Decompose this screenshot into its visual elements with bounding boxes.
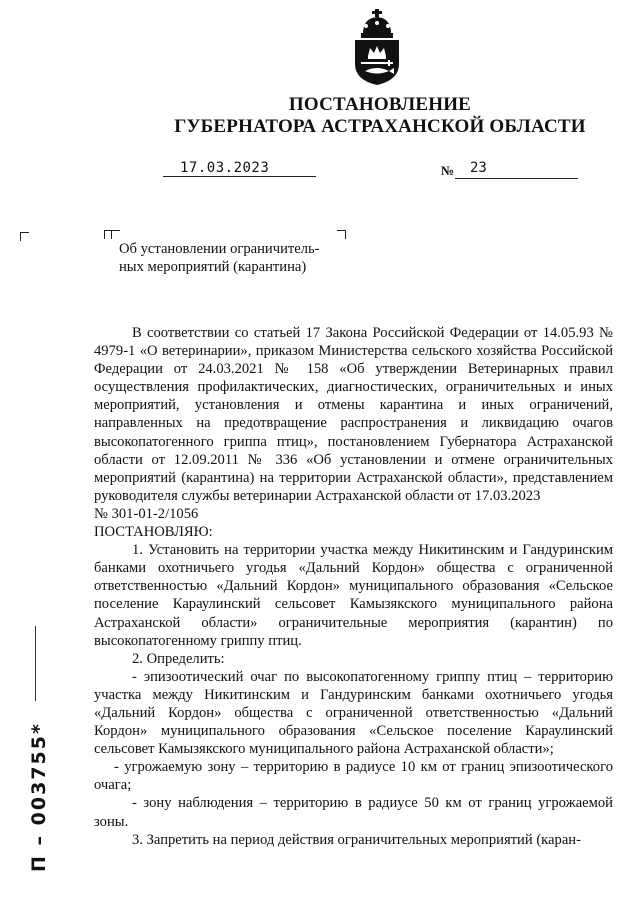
title-line-2: ГУБЕРНАТОРА АСТРАХАНСКОЙ ОБЛАСТИ [174,116,586,137]
number-label: № [441,163,455,178]
document-body [94,324,613,849]
preamble-end: № 301-01-2/1056 [94,505,199,522]
document-title [0,94,640,138]
title-line-1: ПОСТАНОВЛЕНИЕ [288,94,472,115]
coat-of-arms-icon [349,8,405,86]
document-date: 17.03.2023 [180,160,270,176]
number-underline [455,178,578,179]
subject-line-1: Об установлении ограничитель- [119,241,320,257]
date-underline [163,176,316,177]
clause-2: 2. Определить: [132,650,225,667]
corner-mark [20,232,29,241]
subject-line-2: ных мероприятий (карантина) [119,259,307,275]
margin-line [35,626,36,701]
document-subject [119,240,320,276]
clause-1: 1. Установить на территории участка между Никитинским и Гандуринским банками охотничьего угодья «Дальний Кордон» общества с ограниченной ответственностью «Дальний Кордон» муниципального образования «Сельское поселение Караулинский сельсовет Камызякского муниципального района Астраханской области» ограничительные мероприятия (карантин) по высокопатогенному гриппу птиц. [94,542,613,649]
preamble-paragraph: В соответствии со статьей 17 Закона Российской Федерации от 14.05.93 № 4979-1 «О ветеринарии», приказом Министерства сельского хозяйства Российской Федерации от 24.03.2021 № 158 «Об утверждении Ветеринарных правил осуществления профилактических, диагностических, ограничительных и иных мероприятий, установления и отмены карантина и иных ограничений, направленных на предотвращение распространения и ликвидацию очагов высокопатогенного гриппа птиц», постановлением Губернатора Астраханской области от 12.09.2011 № 336 «Об установлении и отмене ограничительных мероприятий (карантина) на территории Астраханской области», представлением руководителя службы ветеринарии Астраханской области от 17.03.2023 [94,325,613,504]
clause-2-item-c: - зону наблюдения – территорию в радиусе 50 км от границ угрожаемой зоны. [94,795,613,830]
clause-2-item-b: - угрожаемую зону – территорию в радиусе 10 км от границ эпизоотического очага; [94,759,613,794]
registration-stamp: П – 003755* [28,722,50,872]
document-number: 23 [470,160,487,176]
corner-mark [337,230,346,239]
clause-2-item-a: - эпизоотический очаг по высокопатогенному гриппу птиц – территорию участка между Никитинским и Гандуринским банками охотничьего угодья «Дальний Кордон» общества с ограниченной ответственностью «Дальний Кордон» муниципального образования «Сельское поселение Караулинский сельсовет Камызякского муниципального района Астраханской области»; [94,668,613,758]
clause-3: 3. Запретить на период действия ограничительных мероприятий (каран- [132,831,581,848]
corner-mark [111,230,120,239]
resolve-heading: ПОСТАНОВЛЯЮ: [94,524,213,541]
